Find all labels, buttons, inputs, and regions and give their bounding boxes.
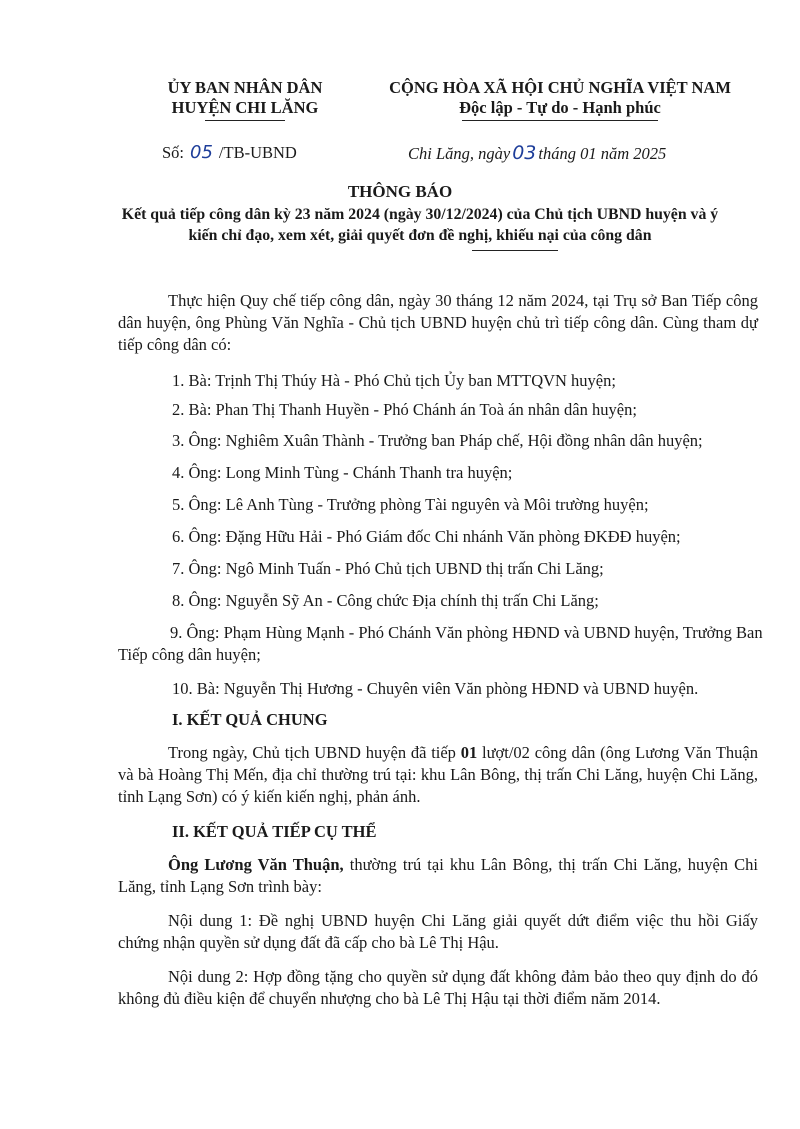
- visit-count: 01: [460, 743, 478, 762]
- section-1-paragraph: [118, 742, 758, 808]
- motto-text: Độc lập - Tự do - Hạnh phúc: [459, 98, 661, 117]
- doc-number-prefix: Số:: [162, 143, 185, 162]
- attendee-item: 10. Bà: Nguyễn Thị Hương - Chuyên viên Văn phòng HĐND và UBND huyện.: [172, 679, 699, 698]
- agency-line-1: ỦY BAN NHÂN DÂN: [167, 78, 323, 97]
- place-date-prefix: Chi Lăng, ngày: [408, 144, 511, 163]
- content-2-text: Nội dung 2: Hợp đồng tặng cho quyền sử dụng đất không đảm bảo theo quy định do đó không đủ điều kiện để chuyển nhượng cho bà Lê Thị Hậu tại thời điểm năm 2014.: [118, 967, 758, 1008]
- place-date-suffix: tháng 01 năm 2025: [538, 144, 667, 163]
- attendee-item: 4. Ông: Long Minh Tùng - Chánh Thanh tra huyện;: [172, 463, 513, 482]
- petitioner-name: Ông Lương Văn Thuận,: [168, 855, 344, 874]
- document-title: THÔNG BÁO: [347, 182, 453, 201]
- intro-text: Thực hiện Quy chế tiếp công dân, ngày 30 tháng 12 năm 2024, tại Trụ sở Ban Tiếp công dân huyện, ông Phùng Văn Nghĩa - Chủ tịch UBND huyện chủ trì tiếp công dân. Cùng tham dự tiếp công dân có:: [118, 291, 758, 354]
- document-number: [162, 142, 297, 163]
- attendee-item: 3. Ông: Nghiêm Xuân Thành - Trưởng ban Pháp chế, Hội đồng nhân dân huyện;: [172, 431, 703, 450]
- petitioner-details: thường trú tại khu Lân Bông, thị trấn Chi Lăng, huyện Chi Lăng, tỉnh Lạng Sơn trình bày:: [118, 855, 758, 896]
- agency-line-2: HUYỆN CHI LĂNG: [171, 98, 319, 117]
- agency-underline: [205, 120, 285, 121]
- intro-paragraph: [118, 290, 758, 356]
- attendee-item: 9. Ông: Phạm Hùng Mạnh - Phó Chánh Văn phòng HĐND và UBND huyện, Trưởng Ban Tiếp công dân huyện;: [118, 623, 763, 664]
- section-1-text: [118, 742, 758, 808]
- content-1-paragraph: [118, 910, 758, 954]
- section-1-heading: I. KẾT QUẢ CHUNG: [172, 710, 328, 729]
- place-and-date: [408, 142, 666, 164]
- country-name: CỘNG HÒA XÃ HỘI CHỦ NGHĨA VIỆT NAM: [389, 78, 731, 97]
- document-subtitle: Kết quả tiếp công dân kỳ 23 năm 2024 (ngày 30/12/2024) của Chủ tịch UBND huyện và ý kiến chỉ đạo, xem xét, giải quyết đơn đề nghị, khiếu nại của công dân: [121, 206, 719, 244]
- petitioner-text: [118, 854, 758, 898]
- national-motto: [360, 78, 760, 121]
- date-day-handwritten: 03: [512, 142, 537, 164]
- section-1-text-start: Trong ngày, Chủ tịch UBND huyện đã tiếp: [168, 743, 461, 762]
- attendee-item: 7. Ông: Ngô Minh Tuấn - Phó Chủ tịch UBND thị trấn Chi Lăng;: [172, 559, 604, 578]
- issuing-agency: [150, 78, 340, 121]
- attendee-item: 8. Ông: Nguyễn Sỹ An - Công chức Địa chính thị trấn Chi Lăng;: [172, 591, 599, 610]
- petitioner-paragraph: [118, 854, 758, 898]
- section-1-text-end: lượt/02 công dân (ông Lương Văn Thuận và bà Hoàng Thị Mến, địa chỉ thường trú tại: khu Lân Bông, thị trấn Chi Lăng, huyện Chi Lăng, tỉnh Lạng Sơn) có ý kiến kiến nghị, phản ánh.: [118, 743, 758, 806]
- motto-underline: [462, 120, 658, 121]
- attendee-item: 6. Ông: Đặng Hữu Hải - Phó Giám đốc Chi nhánh Văn phòng ĐKĐĐ huyện;: [172, 527, 681, 546]
- attendee-item: 2. Bà: Phan Thị Thanh Huyền - Phó Chánh án Toà án nhân dân huyện;: [172, 400, 637, 419]
- content-2-paragraph: [118, 966, 758, 1010]
- content-1-text: Nội dung 1: Đề nghị UBND huyện Chi Lăng giải quyết dứt điểm việc thu hồi Giấy chứng nhận quyền sử dụng đất đã cấp cho bà Lê Thị Hậu.: [118, 911, 758, 952]
- attendee-item: 5. Ông: Lê Anh Tùng - Trưởng phòng Tài nguyên và Môi trường huyện;: [172, 495, 649, 514]
- section-2-heading: II. KẾT QUẢ TIẾP CỤ THỂ: [172, 822, 377, 841]
- subtitle-underline: [472, 250, 558, 251]
- doc-number-suffix: /TB-UBND: [218, 143, 297, 162]
- doc-number-handwritten: 05: [190, 142, 213, 163]
- attendee-item: 1. Bà: Trịnh Thị Thúy Hà - Phó Chủ tịch Ủy ban MTTQVN huyện;: [172, 371, 616, 390]
